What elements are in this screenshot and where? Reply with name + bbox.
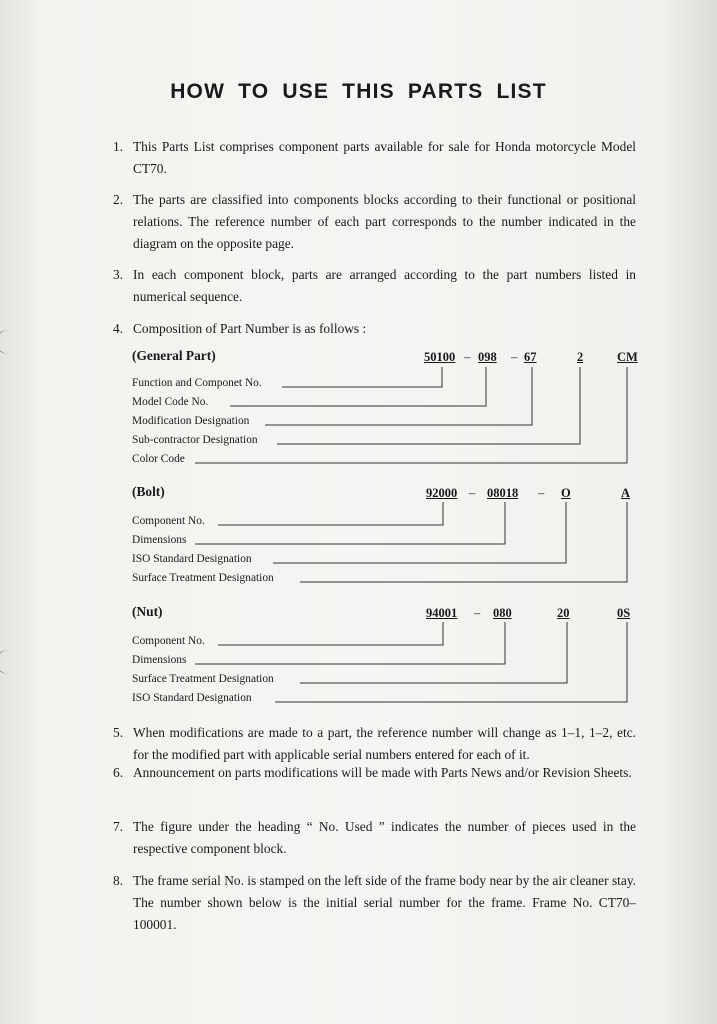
list-item-1: 1. This Parts List comprises component parts available for sale for Honda motorcycle Model CT70. — [113, 139, 636, 176]
nut-heading: (Nut) — [132, 604, 163, 619]
part-code-segment: 67 — [524, 350, 537, 364]
field-label: Model Code No. — [132, 396, 209, 408]
part-code-segment: 50100 — [424, 350, 456, 364]
part-code-segment: 098 — [478, 350, 497, 364]
dash-separator: – — [464, 350, 471, 364]
list-item-3: 3. In each component block, parts are arranged according to the part numbers listed in numerical sequence. — [113, 267, 636, 304]
general-part-heading: (General Part) — [132, 348, 216, 363]
page-title: HOW TO USE THIS PARTS LIST — [170, 80, 547, 103]
field-label: Dimensions — [132, 654, 187, 666]
field-label: Function and Componet No. — [132, 377, 262, 389]
dash-separator: – — [538, 486, 545, 500]
part-code-segment: 08018 — [487, 486, 519, 500]
part-code-segment: A — [621, 486, 631, 500]
list-item-8: 8. The frame serial No. is stamped on the left side of the frame body near by the air cleaner stay. The number shown below is the initial serial number for the frame. Frame No. CT70–100001. — [113, 873, 636, 932]
field-label: Surface Treatment Designation — [132, 572, 274, 584]
list-item-2: 2. The parts are classified into components blocks according to their functional or positional relations. The reference number of each part corresponds to the number indicated in the diagram on the opposite page. — [113, 192, 636, 251]
part-code-segment: 0S — [617, 606, 631, 620]
list-item-5: 5. When modifications are made to a part, the reference number will change as 1–1, 1–2, etc. for the modified part with applicable serial numbers entered for each of it. — [113, 725, 636, 762]
dash-separator: – — [511, 350, 518, 364]
field-label: Component No. — [132, 515, 205, 527]
list-item-6: 6. Announcement on parts modifications will be made with Parts News and/or Revision Sheets. — [113, 765, 632, 780]
dash-separator: – — [469, 486, 476, 500]
part-code-segment: CM — [617, 350, 638, 364]
field-label: Surface Treatment Designation — [132, 673, 274, 685]
field-label: Color Code — [132, 453, 185, 465]
part-code-segment: 92000 — [426, 486, 458, 500]
part-code-segment: O — [561, 486, 571, 500]
part-code-segment: 20 — [557, 606, 570, 620]
part-code-segment: 080 — [493, 606, 512, 620]
field-label: Component No. — [132, 635, 205, 647]
list-item-7: 7. The figure under the heading “ No. Used ” indicates the number of pieces used in the respective component block. — [113, 819, 636, 856]
part-code-segment: 94001 — [426, 606, 458, 620]
dash-separator: – — [474, 606, 481, 620]
part-code-segment: 2 — [577, 350, 584, 364]
field-label: Dimensions — [132, 534, 187, 546]
field-label: ISO Standard Designation — [132, 692, 252, 704]
list-item-4: 4. Composition of Part Number is as follows : — [113, 321, 367, 336]
field-label: Sub-contractor Designation — [132, 434, 258, 446]
bolt-heading: (Bolt) — [132, 484, 165, 499]
field-label: ISO Standard Designation — [132, 553, 252, 565]
field-label: Modification Designation — [132, 415, 250, 427]
